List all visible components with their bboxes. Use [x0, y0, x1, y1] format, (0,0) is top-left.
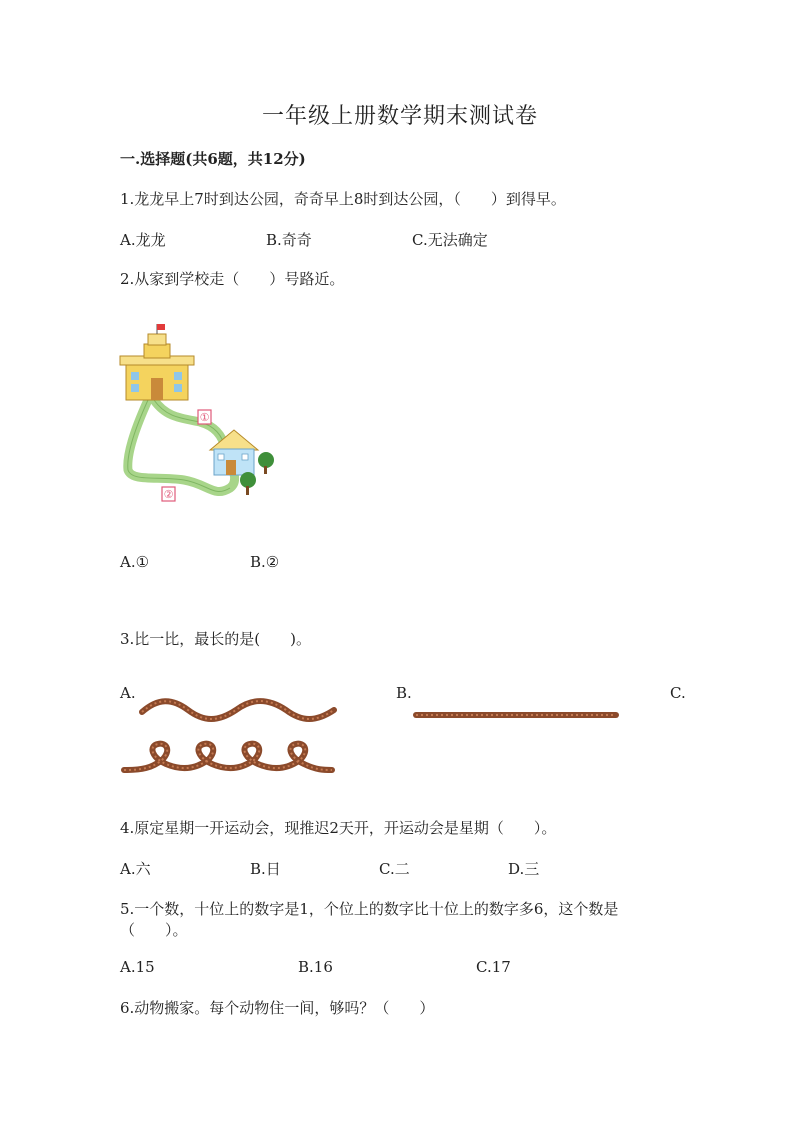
straight-rope-b [414, 709, 618, 721]
q5-option-a[interactable]: A.15 [120, 958, 155, 976]
question-3: 3.比一比，最长的是( )。 [120, 630, 312, 648]
q5-option-c[interactable]: C.17 [476, 958, 511, 976]
question-2: 2.从家到学校走（ ）号路近。 [120, 270, 345, 288]
question-5-line-1: 5.一个数，十位上的数字是1，个位上的数字比十位上的数字多6，这个数是 [120, 900, 619, 918]
q2-option-b[interactable]: B.② [250, 553, 280, 571]
looped-rope-c [122, 740, 334, 776]
q1-option-b[interactable]: B.奇奇 [266, 231, 312, 249]
q3-option-c[interactable]: C. [670, 684, 686, 702]
q3-option-a[interactable]: A. [120, 684, 136, 702]
wavy-rope-a [140, 696, 336, 726]
q3-option-b[interactable]: B. [396, 684, 412, 702]
question-1: 1.龙龙早上7时到达公园，奇奇早上8时到达公园，（ ）到得早。 [120, 190, 566, 208]
q2-option-a[interactable]: A.① [120, 553, 150, 571]
section-heading: 一.选择题(共6题，共12分) [120, 150, 306, 168]
route-label-2: ② [163, 488, 174, 501]
page-title: 一年级上册数学期末测试卷 [261, 104, 538, 129]
q4-option-c[interactable]: C.二 [379, 860, 410, 878]
q1-option-c[interactable]: C.无法确定 [412, 231, 488, 249]
q4-option-d[interactable]: D.三 [508, 860, 540, 878]
question-6: 6.动物搬家。每个动物住一间，够吗？（ ） [120, 999, 435, 1017]
route-label-1: ① [199, 411, 210, 424]
question-4: 4.原定星期一开运动会，现推迟2天开，开运动会是星期（ ）。 [120, 819, 557, 837]
question-5-line-2: （ ）。 [120, 921, 188, 939]
q1-option-a[interactable]: A.龙龙 [120, 231, 166, 249]
school-icon [120, 324, 194, 400]
q4-option-a[interactable]: A.六 [120, 860, 151, 878]
school-route-illustration [118, 322, 283, 512]
q5-option-b[interactable]: B.16 [298, 958, 333, 976]
q4-option-b[interactable]: B.日 [250, 860, 281, 878]
route-path-1 [154, 400, 226, 450]
